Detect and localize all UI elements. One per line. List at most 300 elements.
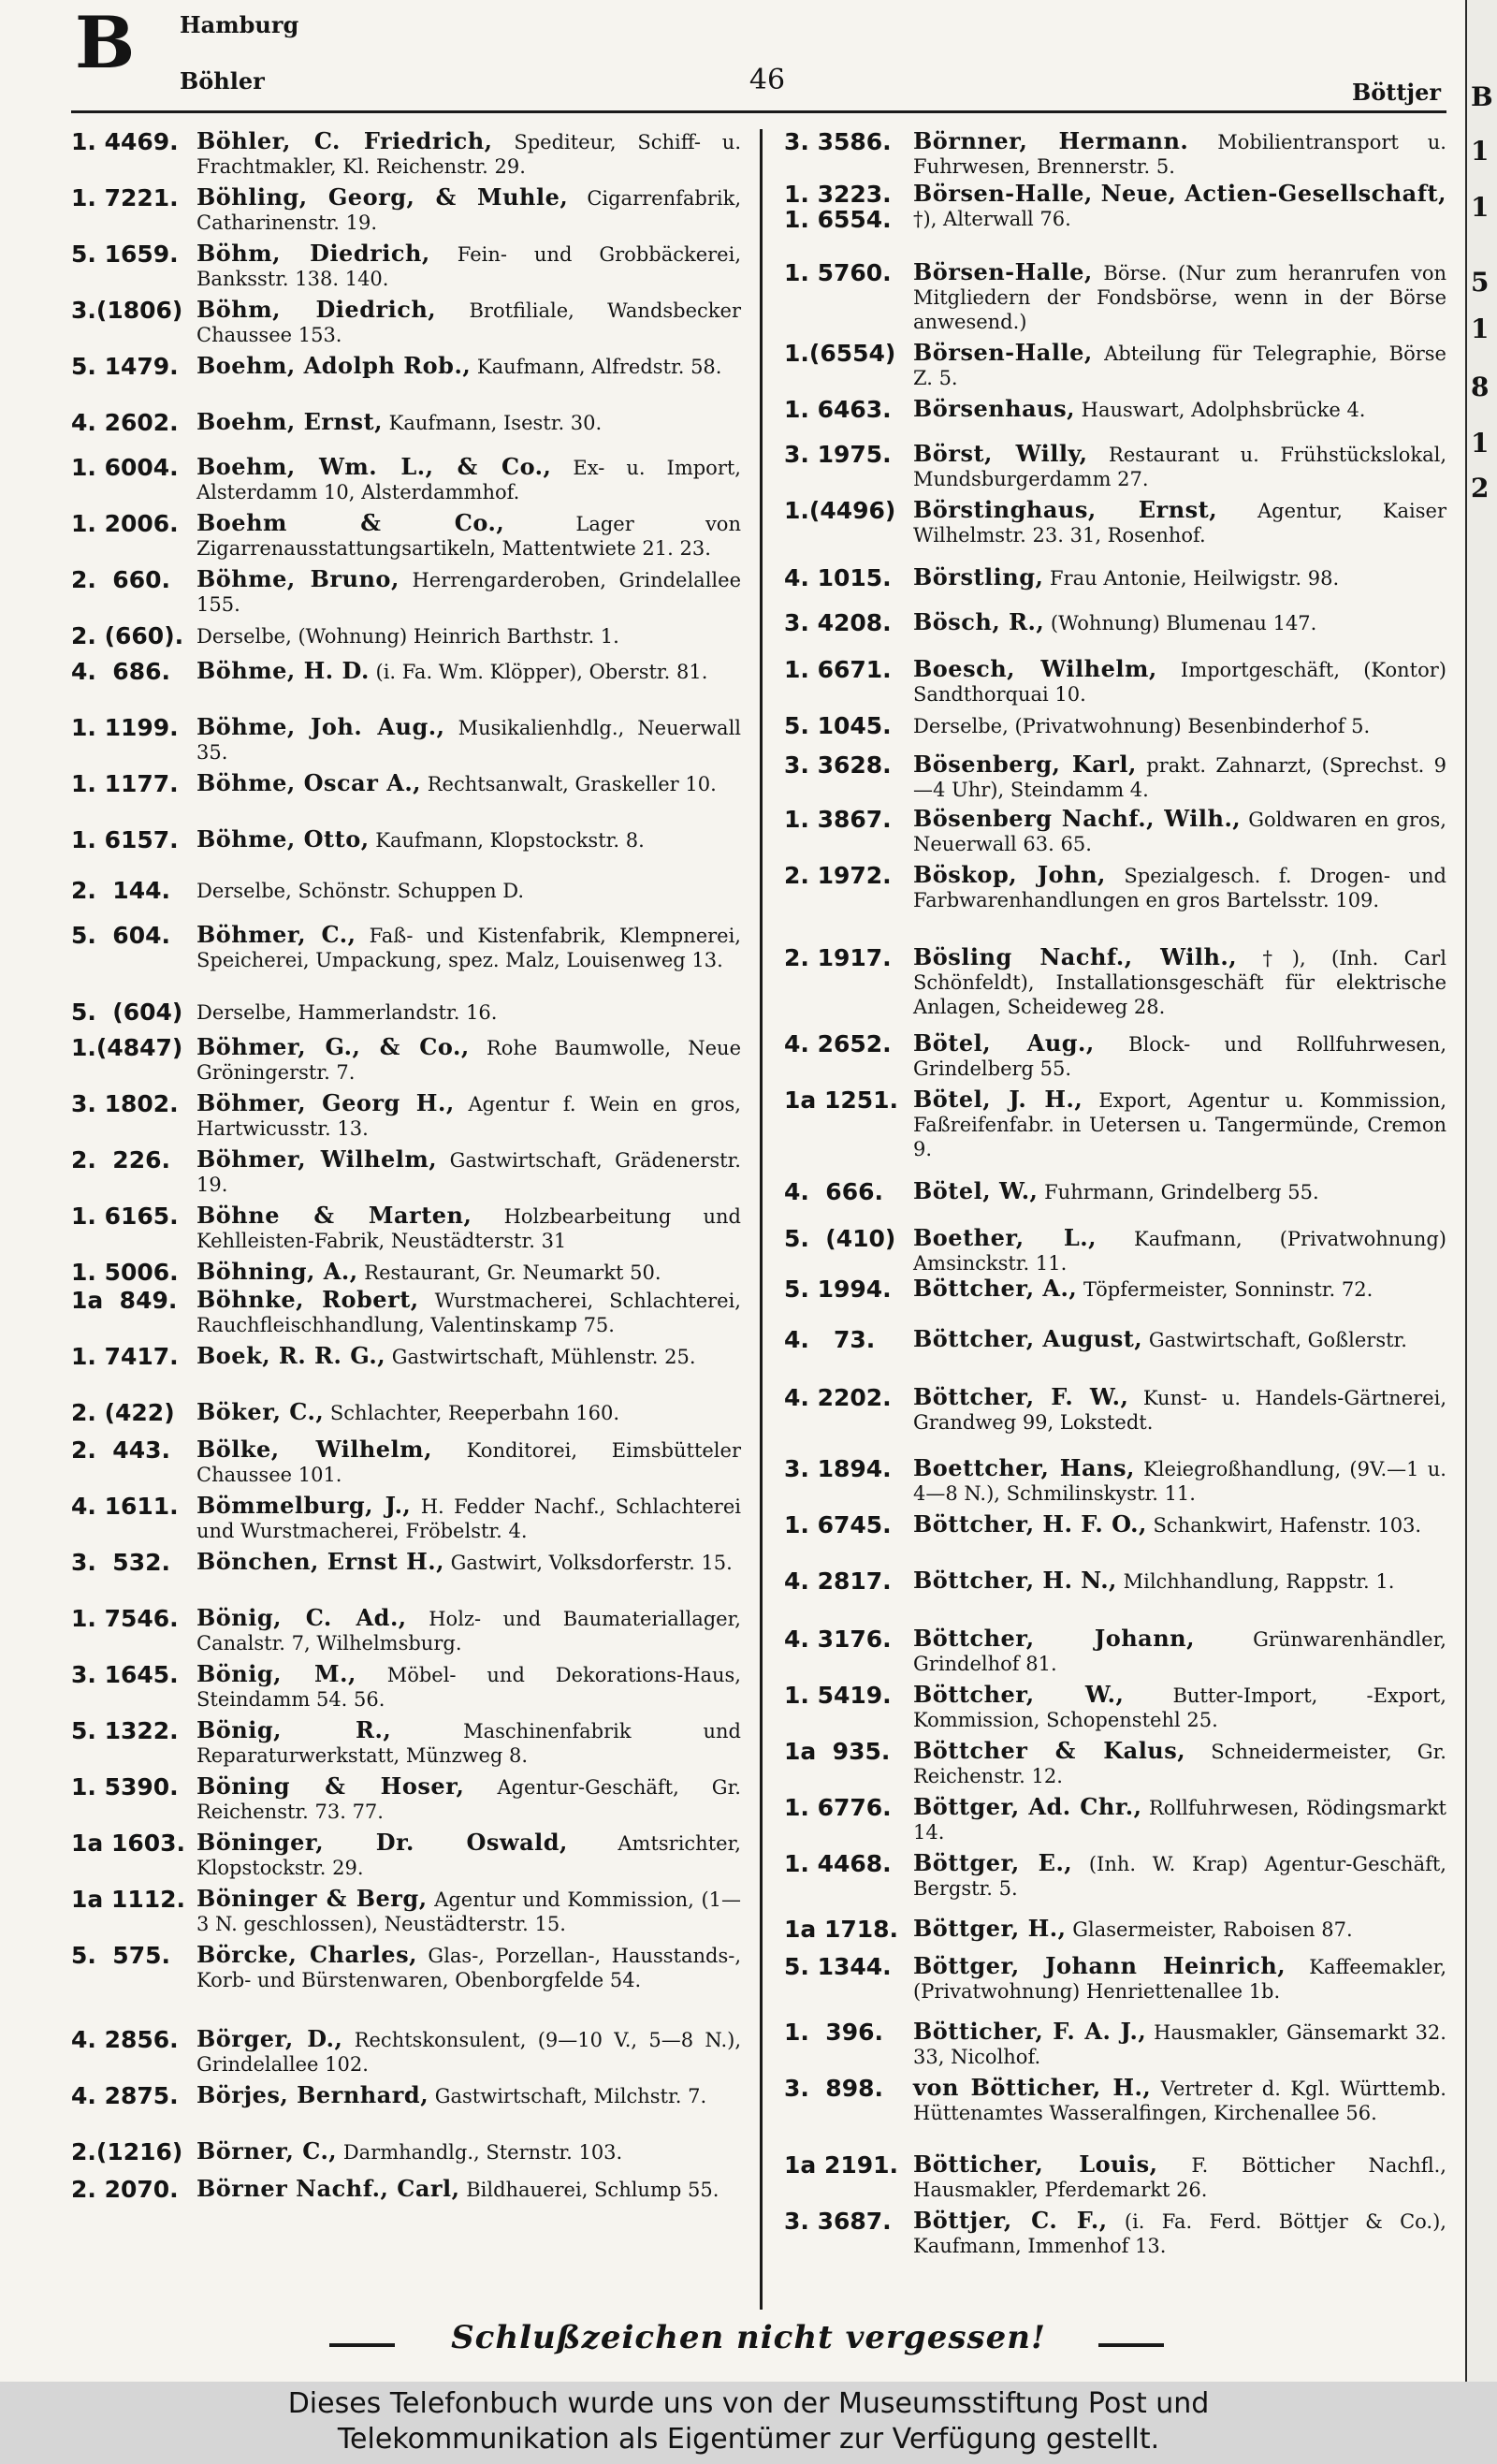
subscriber-details: Gastwirtschaft, Grädenerstr. 19. (196, 1149, 741, 1196)
phone-number: 1. 6671. (784, 656, 892, 683)
phone-number: 4. 2202. (784, 1384, 892, 1411)
subscriber-name: Bömmelburg, J., (196, 1492, 412, 1519)
directory-entry (784, 2076, 1446, 2125)
phone-number: 1. 1199. (71, 714, 179, 741)
phone-number: 2.(1216) (71, 2138, 183, 2165)
directory-entry (784, 182, 1446, 232)
directory-entry (784, 1456, 1446, 1506)
phone-number: 1a 1251. (784, 1086, 899, 1114)
phone-number: 4. 2856. (71, 2026, 179, 2053)
phone-number: 4. 73. (784, 1326, 876, 1353)
edge-mark: 2 (1471, 473, 1490, 503)
subscriber-name: Bötticher, Louis, (913, 2151, 1158, 2178)
directory-entry (71, 1147, 741, 1197)
phone-number: 1. 6463. (784, 396, 892, 423)
subscriber-details: Fuhrmann, Grindelberg 55. (1044, 1181, 1319, 1203)
subscriber-name: Boek, R. R. G., (196, 1342, 386, 1369)
directory-entry (784, 1226, 1446, 1276)
phone-number: 2. 144. (71, 877, 170, 904)
directory-entry (784, 341, 1446, 390)
subscriber-name: Böttcher, A., (913, 1275, 1078, 1302)
entry-text (196, 715, 741, 765)
entry-text (196, 1550, 741, 1575)
directory-entry (71, 1606, 741, 1655)
subscriber-details: Mobilientransport u. Fuhrwesen, Brennerstr. 5. (913, 131, 1446, 178)
subscriber-details: Glas-, Porzellan-, Hausstands-, Korb- und Bürstenwaren, Obenborgfelde 54. (196, 1945, 741, 1991)
subscriber-name: Böskop, John, (913, 861, 1106, 888)
directory-entry (784, 2019, 1446, 2069)
footer-rule-left (329, 2343, 395, 2347)
entry-text (196, 1091, 741, 1141)
subscriber-name: Böhme, H. D. (196, 657, 370, 684)
header-rule (71, 110, 1446, 113)
subscriber-name: Börnner, Hermann. (913, 127, 1189, 154)
phone-number: 5. 1479. (71, 353, 179, 380)
subscriber-details: Rechtsanwalt, Graskeller 10. (427, 773, 717, 795)
subscriber-name: Böttcher, Johann, (913, 1625, 1195, 1652)
phone-number: 3. 3586. (784, 128, 892, 155)
phone-number: 1. 6004. (71, 454, 179, 481)
phone-number: 2. (422) (71, 1399, 175, 1426)
directory-entry (784, 1276, 1446, 1302)
subscriber-details: Cigarrenfabrik, Catharinenstr. 19. (196, 187, 741, 234)
entry-text (196, 771, 741, 796)
entry-text (196, 1718, 741, 1768)
entry-text (913, 1568, 1446, 1594)
directory-entry (71, 1400, 741, 1425)
entry-text (913, 1276, 1446, 1302)
directory-entry (71, 1437, 741, 1487)
phone-number: 1. 4469. (71, 128, 179, 155)
subscriber-name: Böhmer, Wilhelm, (196, 1145, 438, 1173)
subscriber-name: Börstling, (913, 563, 1044, 590)
subscriber-details: Spezialgesch. f. Drogen- und Farbwarenhandlungen en gros Bartelsstr. 109. (913, 865, 1446, 911)
entry-text (913, 1179, 1446, 1204)
page-number: 46 (748, 64, 786, 96)
directory-entry (784, 1683, 1446, 1732)
entry-text (196, 185, 741, 235)
subscriber-details: Gastwirtschaft, Mühlenstr. 25. (391, 1346, 696, 1368)
phone-number: 1. 7546. (71, 1605, 179, 1632)
directory-entry (71, 354, 741, 379)
entry-text (196, 511, 741, 561)
directory-entry (71, 1943, 741, 1992)
entry-text (913, 2209, 1446, 2258)
directory-entry (71, 410, 741, 435)
directory-entry (784, 1031, 1446, 1081)
directory-entry (71, 715, 741, 765)
notice-line-2: Telekommunikation als Eigentümer zur Verfügung gestellt. (337, 2423, 1160, 2456)
subscriber-name: Böhmer, G., & Co., (196, 1033, 470, 1060)
entry-text (196, 1943, 741, 1992)
directory-entry (784, 2209, 1446, 2258)
edge-mark: 8 (1471, 372, 1490, 402)
subscriber-name: Böhme, Oscar A., (196, 769, 422, 796)
subscriber-details: Brotfiliale, Wandsbecker Chaussee 153. (196, 299, 741, 346)
subscriber-name: Böhning, A., (196, 1258, 358, 1285)
subscriber-details: Frau Antonie, Heilwigstr. 98. (1050, 567, 1340, 590)
phone-number: 5. 575. (71, 1942, 170, 1969)
entry-text (196, 659, 741, 684)
subscriber-details: Töpfermeister, Sonninstr. 72. (1083, 1278, 1373, 1301)
subscriber-details: Gastwirt, Volksdorferstr. 15. (450, 1552, 733, 1574)
entry-text (196, 2177, 741, 2202)
footer-slogan: Schlußzeichen nicht vergessen! (451, 2319, 1046, 2356)
subscriber-details: Amtsrichter, Klopstockstr. 29. (196, 1832, 741, 1879)
subscriber-name: Böninger & Berg, (196, 1885, 428, 1912)
subscriber-name: Böhme, Bruno, (196, 565, 400, 592)
subscriber-name: Böttger, Ad. Chr., (913, 1793, 1142, 1820)
directory-entry (71, 129, 741, 179)
notice-line-1: Dieses Telefonbuch wurde uns von der Museumsstiftung Post und (287, 2387, 1210, 2420)
subscriber-details: Derselbe, (Wohnung) Heinrich Barthstr. 1. (196, 625, 619, 648)
subscriber-details: Rollfuhrwesen, Rödingsmarkt 14. (913, 1797, 1446, 1844)
entry-text (913, 1512, 1446, 1538)
entry-text (196, 1437, 741, 1487)
directory-entry (784, 129, 1446, 179)
subscriber-details: Derselbe, (Privatwohnung) Besenbinderhof 5. (913, 715, 1371, 737)
subscriber-details: Holzbearbeitung und Kehlleisten-Fabrik, Neustädterstr. 31 (196, 1205, 741, 1252)
subscriber-name: Böhme, Joh. Aug., (196, 713, 445, 740)
entry-text (196, 241, 741, 291)
subscriber-details: Kaufmann, Alfredstr. 58. (476, 356, 722, 378)
subscriber-details: Rohe Baumwolle, Neue Gröningerstr. 7. (196, 1037, 741, 1084)
subscriber-details: Kaufmann, Klopstockstr. 8. (375, 829, 645, 852)
subscriber-name: Böhler, C. Friedrich, (196, 127, 493, 154)
subscriber-name: Boehm & Co., (196, 509, 505, 536)
subscriber-name: Bösch, R., (913, 608, 1045, 635)
directory-entry (784, 610, 1446, 635)
phone-number: 1a 935. (784, 1738, 891, 1765)
directory-entry (784, 807, 1446, 856)
subscriber-details: Maschinenfabrik und Reparaturwerkstatt, Münzweg 8. (196, 1720, 741, 1767)
phone-number: 1a 849. (71, 1287, 178, 1314)
directory-entry (784, 1512, 1446, 1538)
subscriber-name: Böning & Hoser, (196, 1772, 465, 1800)
directory-entry (784, 1795, 1446, 1844)
subscriber-name: Böttger, Johann Heinrich, (913, 1952, 1286, 1979)
subscriber-details: Schlachter, Reeperbahn 160. (329, 1402, 620, 1424)
subscriber-name: Böhmer, C., (196, 921, 356, 948)
entry-text (913, 1385, 1446, 1435)
directory-entry (71, 298, 741, 347)
entry-text (913, 1031, 1446, 1081)
subscriber-name: Börjes, Bernhard, (196, 2081, 429, 2108)
entry-text (196, 1494, 741, 1543)
entry-text (913, 1087, 1446, 1161)
phone-number: 1. 5390. (71, 1773, 179, 1801)
subscriber-name: Börst, Willy, (913, 440, 1088, 467)
directory-entry (71, 185, 741, 235)
phone-number: 4. 2602. (71, 409, 179, 436)
entry-text (196, 455, 741, 504)
subscriber-details: Möbel- und Dekorations-Haus, Steindamm 54. 56. (196, 1664, 741, 1711)
phone-number: 5. 604. (71, 922, 170, 949)
subscriber-name: Bötel, W., (913, 1177, 1039, 1204)
entry-text (196, 878, 741, 903)
phone-number: 3.(1806) (71, 297, 183, 324)
phone-number: 5. 1344. (784, 1953, 892, 1980)
subscriber-details: Schankwirt, Hafenstr. 103. (1153, 1514, 1422, 1537)
subscriber-name: Boether, L., (913, 1224, 1097, 1251)
phone-number: 4. 3176. (784, 1626, 892, 1653)
subscriber-name: Boehm, Adolph Rob., (196, 352, 472, 379)
subscriber-name: Böttcher, W., (913, 1681, 1125, 1708)
phone-number: 1. 4468. (784, 1850, 892, 1877)
entry-text (913, 1683, 1446, 1732)
entry-text (196, 1344, 741, 1369)
phone-number: 1a 1112. (71, 1886, 186, 1913)
subscriber-name: Böker, C., (196, 1398, 325, 1425)
subscriber-details: Export, Agentur u. Kommission, Faßreifenfabr. in Uetersen u. Tangermünde, Cremon 9. (913, 1089, 1446, 1160)
subscriber-details: Goldwaren en gros, Neuerwall 63. 65. (913, 809, 1446, 855)
directory-entry (71, 1830, 741, 1880)
entry-text (196, 1606, 741, 1655)
subscriber-name: Böhnke, Robert, (196, 1286, 419, 1313)
directory-entry (71, 878, 741, 903)
entry-text (913, 1954, 1446, 2004)
phone-number: 1. 5760. (784, 259, 892, 286)
adjacent-page-edge (1465, 0, 1497, 2382)
subscriber-details: F. Bötticher Nachfl., Hausmakler, Pferdemarkt 26. (913, 2154, 1446, 2201)
edge-mark: 1 (1471, 428, 1490, 459)
entry-text (196, 1662, 741, 1712)
directory-entry (71, 511, 741, 561)
phone-number: 1. 6165. (71, 1203, 179, 1230)
phone-number: 5. 1994. (784, 1276, 892, 1303)
subscriber-details: Gastwirtschaft, Milchstr. 7. (434, 2085, 707, 2107)
phone-number: 1.(4496) (784, 497, 896, 524)
entry-text (196, 623, 741, 649)
phone-number: 2. 660. (71, 566, 170, 593)
entry-text (196, 923, 741, 972)
subscriber-details: Grünwarenhändler, Grindelhof 81. (913, 1628, 1446, 1675)
subscriber-name: Börsen-Halle, (913, 258, 1093, 285)
phone-number: 4. 2817. (784, 1567, 892, 1595)
phone-number: 1. 1177. (71, 770, 179, 797)
subscriber-name: Börner, C., (196, 2137, 338, 2165)
directory-entry (71, 1288, 741, 1337)
entry-text (913, 807, 1446, 856)
subscriber-name: Böhm, Diedrich, (196, 296, 437, 323)
phone-number: 4. 1015. (784, 564, 892, 591)
entry-text (913, 2152, 1446, 2202)
phone-number: 3. 4208. (784, 609, 892, 636)
entry-text (913, 713, 1446, 738)
subscriber-details: Derselbe, Hammerlandstr. 16. (196, 1001, 498, 1024)
directory-entry (784, 1851, 1446, 1901)
directory-entry (784, 752, 1446, 802)
phone-number: 3. 3687. (784, 2208, 892, 2235)
phone-number: 1. 2006. (71, 510, 179, 537)
subscriber-name: Bösling Nachf., Wilh., (913, 943, 1238, 970)
phone-number: 3. 1975. (784, 441, 892, 468)
subscriber-details: Kaffeemakler, (Privatwohnung) Henriettenallee 1b. (913, 1956, 1446, 2003)
phone-number: 3. 1645. (71, 1661, 179, 1688)
entry-text (196, 567, 741, 617)
subscriber-details: Abteilung für Telegraphie, Börse Z. 5. (913, 343, 1446, 389)
subscriber-name: Böttger, E., (913, 1849, 1073, 1876)
subscriber-details: Block- und Rollfuhrwesen, Grindelberg 55. (913, 1033, 1446, 1080)
directory-entry (784, 1179, 1446, 1204)
phone-number: 1a 1603. (71, 1830, 186, 1857)
phone-number: 5. (604) (71, 999, 183, 1026)
subscriber-name: Börstinghaus, Ernst, (913, 496, 1218, 523)
directory-entry (71, 2083, 741, 2108)
subscriber-details: Wurstmacherei, Schlachterei, Rauchfleischhandlung, Valentinskamp 75. (196, 1290, 741, 1336)
directory-entry (784, 1568, 1446, 1594)
entry-text (913, 1795, 1446, 1844)
range-end-name: Böttjer (1351, 79, 1441, 106)
subscriber-details: Fein- und Grobbäckerei, Banksstr. 138. 140. (196, 243, 741, 290)
phone-number: 1a 1718. (784, 1916, 899, 1943)
subscriber-details: Hauswart, Adolphsbrücke 4. (1081, 399, 1366, 421)
subscriber-details: Agentur und Kommission, (1—3 N. geschlossen), Neustädterstr. 15. (196, 1888, 741, 1935)
entry-text (913, 1917, 1446, 1942)
subscriber-name: Böhne & Marten, (196, 1202, 472, 1229)
entry-text (913, 182, 1446, 231)
phone-number: 1.(6554) (784, 340, 896, 367)
entry-text (913, 129, 1446, 179)
phone-number: 5. 1322. (71, 1717, 179, 1744)
subscriber-details: Faß- und Kistenfabrik, Klempnerei, Speicherei, Umpackung, spez. Malz, Louisenweg 13. (196, 925, 741, 971)
directory-entry (784, 1087, 1446, 1161)
subscriber-name: Bötticher, F. A. J., (913, 2018, 1147, 2045)
phone-number: 3. 898. (784, 2075, 883, 2102)
directory-entry (71, 1550, 741, 1575)
entry-text (913, 945, 1446, 1019)
entry-text (196, 2139, 741, 2165)
entry-text (196, 999, 741, 1025)
entry-text (913, 752, 1446, 802)
phone-number: 2. 1972. (784, 862, 892, 889)
subscriber-details: Restaurant u. Frühstückslokal, Mundsburgerdamm 27. (913, 444, 1446, 490)
entry-text (913, 2076, 1446, 2125)
directory-entry (784, 565, 1446, 590)
directory-entry (784, 1739, 1446, 1788)
subscriber-name: Böttjer, C. F., (913, 2207, 1108, 2234)
entry-text (196, 1288, 741, 1337)
subscriber-name: Börcke, Charles, (196, 1941, 417, 1968)
directory-entry (784, 1385, 1446, 1435)
phone-number: 1. 6776. (784, 1794, 892, 1821)
entry-text (196, 354, 741, 379)
entry-text (913, 565, 1446, 590)
entry-text (913, 1739, 1446, 1788)
phone-number: 2. 1917. (784, 944, 892, 971)
subscriber-details: Musikalienhdlg., Neuerwall 35. (196, 717, 741, 764)
directory-entry (784, 657, 1446, 707)
range-start-name: Böhler (180, 67, 265, 95)
subscriber-details: prakt. Zahnarzt, (Sprechst. 9—4 Uhr), Steindamm 4. (913, 754, 1447, 801)
phone-number: 1a 2191. (784, 2151, 899, 2179)
edge-mark: 1 (1471, 136, 1490, 167)
subscriber-details: Agentur f. Wein en gros, Hartwicusstr. 13. (196, 1093, 741, 1140)
entry-text (196, 1400, 741, 1425)
entry-text (196, 129, 741, 179)
entry-text (196, 2027, 741, 2077)
phone-number: 2. 226. (71, 1146, 170, 1174)
subscriber-name: Böhmer, Georg H., (196, 1089, 455, 1116)
directory-entry (784, 1917, 1446, 1942)
city-name: Hamburg (180, 11, 299, 38)
subscriber-details: Kaufmann, (Privatwohnung) Amsinckstr. 11. (913, 1228, 1446, 1275)
subscriber-name: Börner Nachf., Carl, (196, 2175, 460, 2202)
entry-text (196, 1774, 741, 1824)
phone-number: 3. 1802. (71, 1090, 179, 1117)
subscriber-details: Gastwirtschaft, Goßlerstr. (1148, 1329, 1407, 1351)
directory-entry (71, 2139, 741, 2165)
entry-text (196, 1203, 741, 1253)
phone-number: 1. 3223. 1. 6554. (784, 181, 892, 233)
entry-text (913, 1226, 1446, 1276)
subscriber-name: Bönchen, Ernst H., (196, 1548, 444, 1575)
subscriber-details: (Wohnung) Blumenau 147. (1050, 612, 1317, 634)
phone-number: 4. 686. (71, 658, 170, 685)
subscriber-name: Böttcher, H. F. O., (913, 1510, 1147, 1538)
subscriber-details: Börse. (Nur zum heranrufen von Mitgliedern der Fondsbörse, wenn in der Börse anwesend.) (913, 262, 1447, 333)
entry-text (196, 410, 741, 435)
edge-mark: 1 (1471, 192, 1490, 223)
entry-text (913, 1851, 1446, 1901)
phone-number: 1. 396. (784, 2019, 883, 2046)
subscriber-name: Böninger, Dr. Oswald, (196, 1829, 568, 1856)
subscriber-name: Böhme, Otto, (196, 825, 370, 853)
directory-entry (71, 923, 741, 972)
subscriber-name: Boehm, Wm. L., & Co., (196, 453, 552, 480)
subscriber-details: Agentur, Kaiser Wilhelmstr. 23. 31, Rosenhof. (913, 500, 1446, 547)
subscriber-name: Bötel, J. H., (913, 1086, 1083, 1113)
phone-number: 3. 3628. (784, 751, 892, 779)
subscriber-name: Böttcher, August, (913, 1325, 1143, 1352)
directory-entry (784, 1327, 1446, 1352)
subscriber-details: Butter-Import, -Export, Kommission, Schopenstehl 25. (913, 1684, 1446, 1731)
edge-mark: 5 (1471, 267, 1490, 298)
entry-text (913, 863, 1446, 912)
entry-text (913, 1456, 1446, 1506)
subscriber-details: Milchhandlung, Rappstr. 1. (1123, 1570, 1395, 1593)
entry-text (913, 397, 1446, 422)
entry-text (196, 1887, 741, 1936)
directory-entry (71, 1035, 741, 1085)
entry-text (913, 260, 1446, 334)
subscriber-name: von Bötticher, H., (913, 2074, 1152, 2101)
subscriber-name: Bösenberg Nachf., Wilh., (913, 805, 1242, 832)
subscriber-details: Rechtskonsulent, (9—10 V., 5—8 N.), Grindelallee 102. (196, 2029, 741, 2076)
entry-text (196, 298, 741, 347)
phone-number: 5. 1045. (784, 712, 892, 739)
subscriber-details: Kleiegroßhandlung, (9V.—1 u. 4—8 N.), Schmilinskystr. 11. (913, 1458, 1446, 1505)
directory-entry (71, 771, 741, 796)
subscriber-details: (Inh. W. Krap) Agentur-Geschäft, Bergstr. 5. (913, 1853, 1446, 1900)
subscriber-details: Konditorei, Eimsbütteler Chaussee 101. (196, 1439, 741, 1486)
entry-text (913, 341, 1446, 390)
directory-entry (71, 2027, 741, 2077)
directory-entry (71, 827, 741, 853)
subscriber-name: Bönig, M., (196, 1660, 356, 1687)
subscriber-details: Holz- und Baumateriallager, Canalstr. 7, Wilhelmsburg. (196, 1608, 741, 1655)
entry-text (196, 1830, 741, 1880)
phone-number: 1. 5419. (784, 1682, 892, 1709)
subscriber-details: Kunst- u. Handels-Gärtnerei, Grandweg 99, Lokstedt. (913, 1387, 1446, 1434)
directory-entry (784, 945, 1446, 1019)
subscriber-details: Herrengarderoben, Grindelallee 155. (196, 569, 741, 616)
entry-text (913, 610, 1446, 635)
subscriber-details: Darmhandlg., Sternstr. 103. (342, 2141, 623, 2164)
subscriber-details: (i. Fa. Wm. Klöpper), Oberstr. 81. (375, 661, 708, 683)
phone-number: 2. 443. (71, 1436, 170, 1464)
subscriber-details: Hausmakler, Gänsemarkt 32. 33, Nicolhof. (913, 2021, 1446, 2068)
